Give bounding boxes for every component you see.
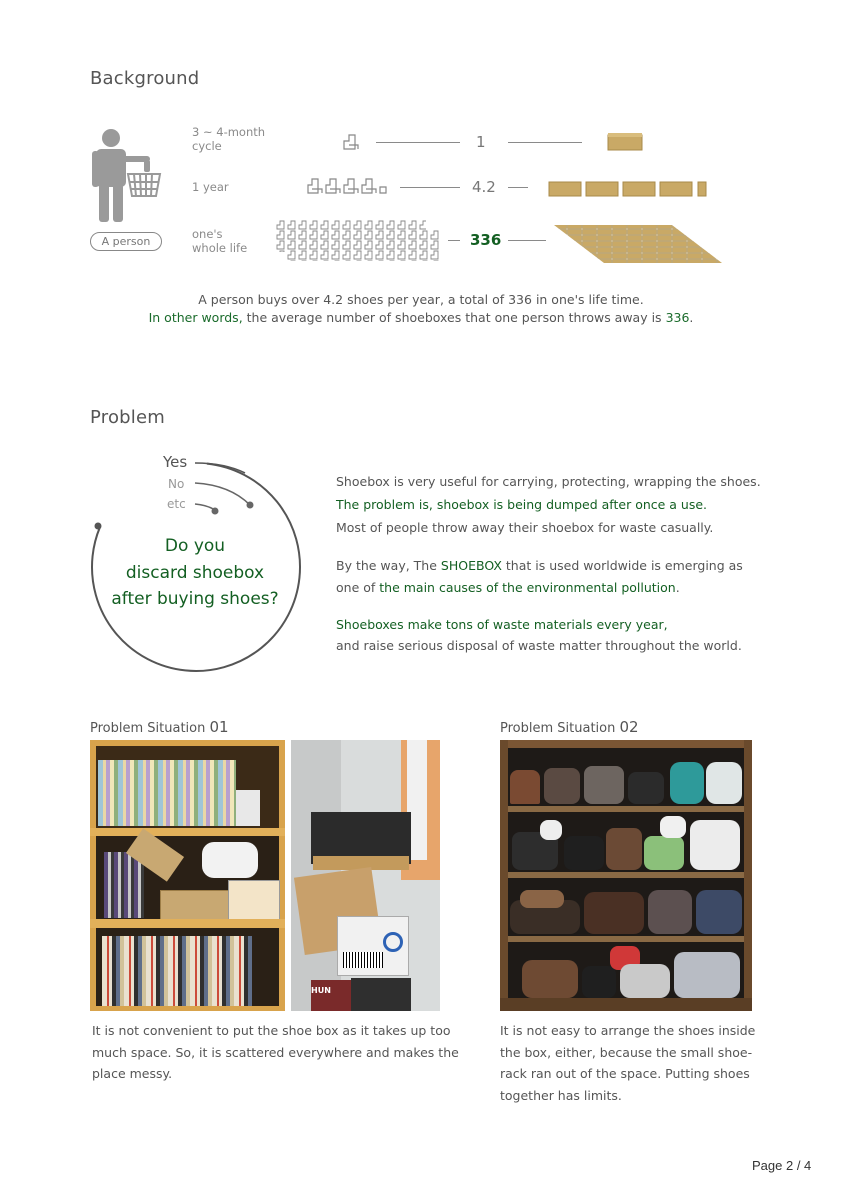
summary-line-1: A person buys over 4.2 shoes per year, a total of 336 in one's life time. bbox=[198, 292, 644, 307]
count-life: 336 bbox=[470, 231, 502, 249]
shoes-icon-group bbox=[306, 177, 394, 195]
period-label-year: 1 year bbox=[192, 180, 229, 194]
caption-line: the box, either, because the small shoe- bbox=[500, 1044, 753, 1060]
connector-line bbox=[508, 240, 546, 241]
question-line: Do you bbox=[164, 536, 226, 556]
connector-line bbox=[376, 142, 460, 143]
period-label-life: one's whole life bbox=[192, 227, 248, 255]
shoeboxes-icon-group bbox=[548, 179, 710, 199]
situation-2-caption bbox=[500, 1020, 780, 1106]
caption-line: together has limits. bbox=[500, 1087, 622, 1103]
connector-line bbox=[508, 142, 582, 143]
summary-line-2 bbox=[60, 308, 782, 327]
title-text: Problem Situation bbox=[90, 721, 210, 736]
text-span: one of bbox=[336, 580, 380, 595]
problem-paragraph-2 bbox=[336, 555, 766, 598]
shoe-rack-photo bbox=[500, 740, 752, 1011]
summary-emphasis: In other words, bbox=[148, 310, 243, 325]
connector-line bbox=[400, 187, 460, 188]
answer-etc: etc bbox=[167, 497, 186, 511]
shoebox-emphasis: SHOEBOX bbox=[440, 558, 502, 573]
text-span: By the way, The bbox=[336, 558, 441, 573]
paragraph-line-emphasis: Shoeboxes make tons of waste materials every year, bbox=[336, 617, 668, 632]
text-span: . bbox=[675, 580, 680, 595]
situation-1-title bbox=[90, 718, 229, 736]
title-number: 02 bbox=[619, 718, 639, 736]
connector-line bbox=[508, 187, 528, 188]
summary-number: 336 bbox=[665, 310, 690, 325]
summary-period: . bbox=[689, 310, 694, 325]
pollution-emphasis: the main causes of the environmental pollution bbox=[379, 580, 676, 595]
answer-no: No bbox=[168, 477, 185, 491]
background-heading: Background bbox=[90, 68, 200, 89]
person-label: A person bbox=[90, 232, 162, 251]
boxes-photo bbox=[291, 740, 440, 1011]
shoe-icon bbox=[342, 133, 360, 151]
question-line: discard shoebox bbox=[125, 562, 265, 583]
person-with-basket-icon bbox=[88, 126, 168, 226]
caption-line: It is not convenient to put the shoe box as it takes up too bbox=[92, 1023, 451, 1038]
count-year: 4.2 bbox=[472, 178, 496, 196]
count-cycle: 1 bbox=[476, 133, 486, 151]
many-shoeboxes-icon bbox=[552, 223, 724, 267]
paragraph-line: Most of people throw away their shoebox for waste casually. bbox=[336, 520, 714, 535]
problem-paragraph-1 bbox=[336, 471, 766, 538]
title-number: 01 bbox=[209, 718, 229, 736]
page-number: Page 2 / 4 bbox=[752, 1158, 812, 1173]
situation-2-title bbox=[500, 718, 639, 736]
paragraph-line bbox=[336, 555, 766, 576]
paragraph-line: and raise serious disposal of waste matter throughout the world. bbox=[336, 638, 742, 653]
summary-text: the average number of shoeboxes that one person throws away is bbox=[242, 310, 666, 325]
paragraph-line bbox=[336, 577, 766, 598]
problem-heading: Problem bbox=[90, 407, 165, 428]
connector-line bbox=[448, 240, 460, 241]
paragraph-line: Shoebox is very useful for carrying, protecting, wrapping the shoes. bbox=[336, 474, 761, 489]
title-text: Problem Situation bbox=[500, 721, 620, 736]
caption-line: It is not easy to arrange the shoes inside bbox=[500, 1023, 756, 1038]
text-span: that is used worldwide is emerging as bbox=[501, 558, 743, 573]
situation-1-caption bbox=[92, 1020, 472, 1085]
question-line: after buying shoes? bbox=[111, 589, 279, 609]
problem-paragraph-3 bbox=[336, 614, 766, 656]
shoebox-icon bbox=[607, 132, 645, 152]
period-label-cycle: 3 ~ 4-month cycle bbox=[192, 125, 266, 153]
survey-question bbox=[95, 533, 295, 613]
caption-line: place messy. bbox=[92, 1066, 173, 1081]
caption-line: rack ran out of the space. Putting shoes bbox=[500, 1066, 750, 1081]
answer-yes: Yes bbox=[163, 453, 188, 471]
caption-line: much space. So, it is scattered everywhere and makes the bbox=[92, 1044, 459, 1060]
bookshelf-photo bbox=[90, 740, 285, 1011]
many-shoes-icon bbox=[276, 220, 442, 262]
bag-label: HUN bbox=[311, 986, 331, 995]
paragraph-line-emphasis: The problem is, shoebox is being dumped after once a use. bbox=[336, 497, 708, 512]
